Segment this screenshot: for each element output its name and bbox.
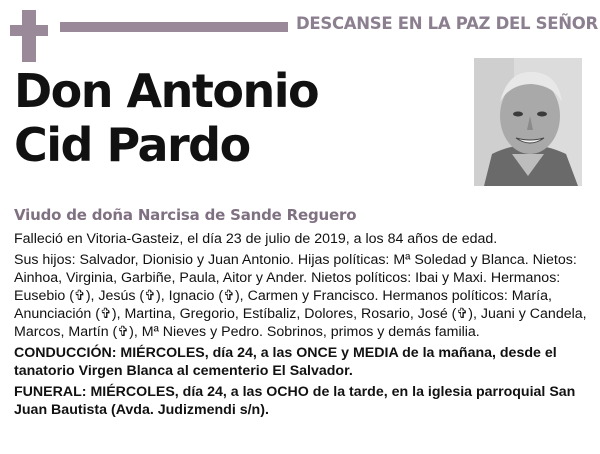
deceased-name — [14, 64, 318, 172]
tagline: DESCANSE EN LA PAZ DEL SEÑOR — [296, 14, 598, 33]
cross-icon — [10, 10, 48, 62]
portrait-photo — [474, 58, 582, 186]
conduction-info: CONDUCCIÓN: MIÉRCOLES, día 24, a las ONCE y MEDIA de la mañana, desde el tanatorio Virgen Blanca al cementerio El Salvador. — [14, 345, 557, 379]
death-announcement: Falleció en Vitoria-Gasteiz, el día 23 de julio de 2019, a los 84 años de edad. — [14, 231, 498, 247]
name-line-2: Cid Pardo — [14, 118, 250, 172]
funeral-info: FUNERAL: MIÉRCOLES, día 24, a las OCHO de la tarde, en la iglesia parroquial San Juan Bautista (Avda. Judizmendi s/n). — [14, 384, 576, 418]
family-list: Sus hijos: Salvador, Dionisio y Juan Antonio. Hijas políticas: Mª Soledad y Blanca. Nietos: Ainhoa, Virginia, Garbiñe, Paula, Aitor y Ander. Nietos políticos: Ibai y Maxi. Hermanos: Eusebio (✞), Jesús (✞), Ignacio (✞), Carmen y Francisco. Hermanos políticos: María, Anunciación (✞), Martina, Gregorio, Estíbaliz, Dolores, Rosario, José (✞), Juani y Candela, Marcos, Martín (✞), Mª Nieves y Pedro. Sobrinos, primos y demás familia. — [14, 252, 587, 340]
widower-subtitle: Viudo de doña Narcisa de Sande Reguero — [14, 206, 357, 224]
notice-body — [14, 230, 590, 422]
name-line-1: Don Antonio — [14, 64, 319, 118]
header-rule — [60, 22, 288, 32]
